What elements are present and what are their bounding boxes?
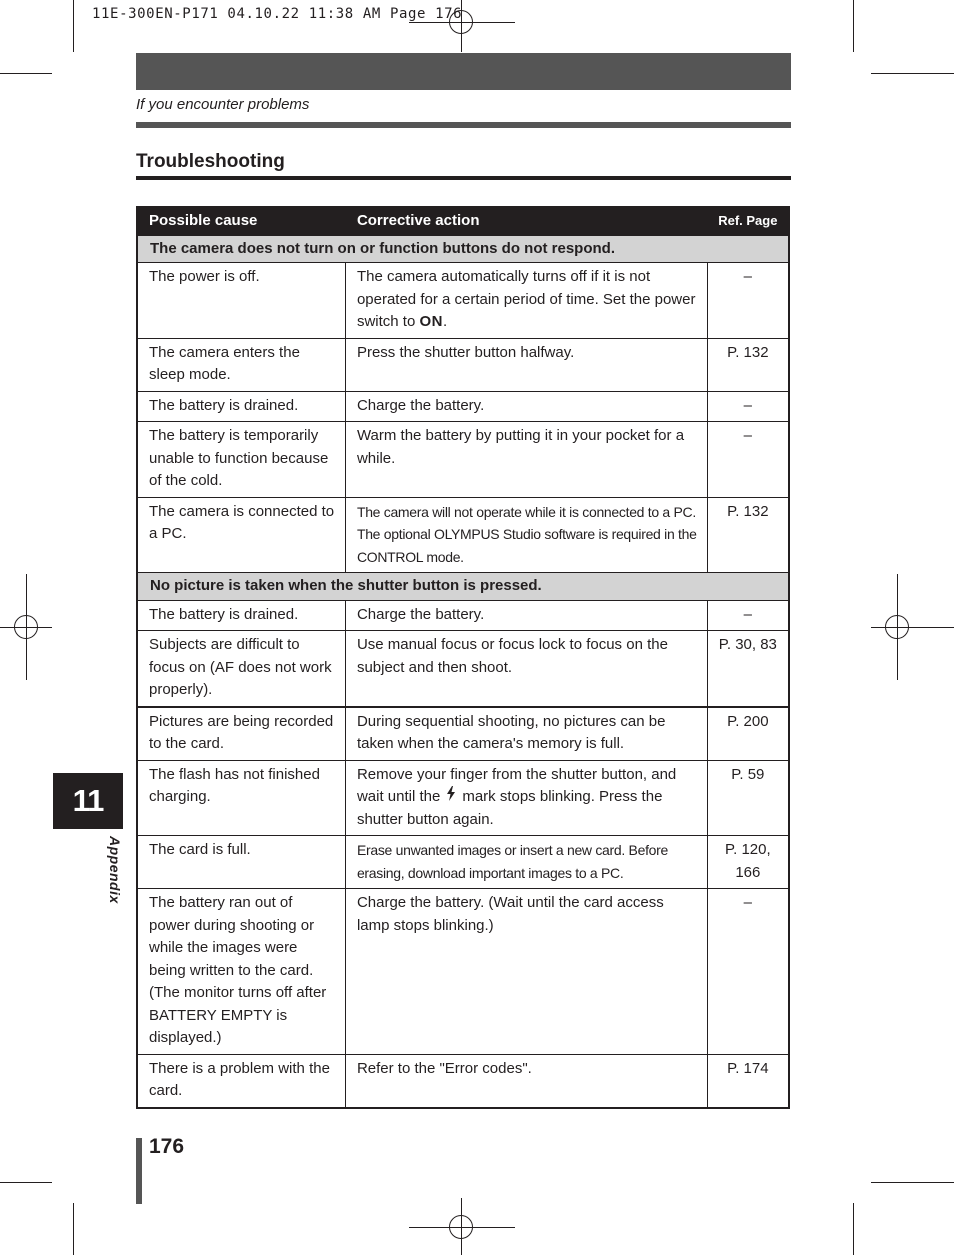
action-cell: During sequential shooting, no pictures can be taken when the camera's memory is full. (345, 707, 707, 761)
crop-mark (0, 1182, 52, 1183)
table-row (137, 263, 789, 339)
table-row (137, 760, 789, 836)
chapter-tab (53, 773, 123, 829)
action-cell: Charge the battery. (345, 600, 707, 631)
ref-cell: P. 132 (707, 338, 789, 391)
action-cell: Refer to the "Error codes". (345, 1054, 707, 1108)
ref-cell: – (707, 422, 789, 498)
ref-cell: P. 200 (707, 707, 789, 761)
action-cell: Use manual focus or focus lock to focus on the subject and then shoot. (345, 631, 707, 707)
registration-mark (871, 627, 954, 628)
action-cell: Warm the battery by putting it in your pocket for a while. (345, 422, 707, 498)
table-row (137, 1054, 789, 1108)
cause-cell: The card is full. (137, 836, 345, 889)
ref-cell: – (707, 600, 789, 631)
cause-cell: The battery is temporarily unable to function because of the cold. (137, 422, 345, 498)
crop-mark (73, 1203, 74, 1255)
action-cell: Press the shutter button halfway. (345, 338, 707, 391)
header-bar (136, 53, 791, 90)
table-row (137, 836, 789, 889)
table-row (137, 889, 789, 1055)
cause-cell: The battery ran out of power during shooting or while the images were being written to the card. (The monitor turns off after BATTERY EMPTY is displayed.) (137, 889, 345, 1055)
action-text: Remove your finger from the shutter button, and wait until the (356, 765, 677, 805)
flash-icon (446, 786, 456, 809)
action-cell: Charge the battery. (Wait until the card access lamp stops blinking.) (345, 889, 707, 1055)
ref-cell: P. 120, 166 (707, 836, 789, 889)
cause-cell: The battery is drained. (137, 391, 345, 422)
ref-cell: P. 59 (707, 760, 789, 836)
cause-cell: The camera is connected to a PC. (137, 497, 345, 573)
action-cell: Erase unwanted images or insert a new card. Before erasing, download important images to a PC. (345, 836, 707, 889)
page-number-bar (136, 1138, 142, 1204)
crop-mark (0, 73, 52, 74)
crop-mark (853, 1203, 854, 1255)
table-header-row (137, 207, 789, 235)
action-text: The camera automatically turns off if it is not operated for a certain period of time. Set the power switch to (356, 268, 696, 330)
crop-mark (871, 73, 954, 74)
cause-cell: Subjects are difficult to focus on (AF does not work properly). (137, 631, 345, 707)
page-title: Troubleshooting (136, 151, 285, 172)
action-cell: The camera will not operate while it is connected to a PC. The optional OLYMPUS Studio software is required in the CONTROL mode. (345, 497, 707, 573)
action-end: . (442, 313, 448, 330)
page-number: 176 (149, 1135, 185, 1158)
chapter-label: Appendix (107, 836, 123, 904)
cause-cell: The power is off. (137, 263, 345, 339)
group-heading-row (137, 573, 789, 601)
table-row (137, 497, 789, 573)
header-rule (136, 122, 791, 128)
cause-cell: The camera enters the sleep mode. (137, 338, 345, 391)
ref-cell: – (707, 263, 789, 339)
registration-circle (449, 1215, 473, 1239)
ref-cell: P. 132 (707, 497, 789, 573)
ref-cell: P. 30, 83 (707, 631, 789, 707)
table-row (137, 707, 789, 761)
action-text: mark stops blinking. Press the shutter button again. (356, 788, 663, 828)
registration-circle (885, 615, 909, 639)
cause-cell: The flash has not finished charging. (137, 760, 345, 836)
table-row (137, 391, 789, 422)
group-heading: The camera does not turn on or function buttons do not respond. (137, 235, 789, 263)
action-cell (345, 263, 707, 339)
cause-cell: There is a problem with the card. (137, 1054, 345, 1108)
action-cell: Charge the battery. (345, 391, 707, 422)
header-ref-page: Ref. Page (707, 207, 789, 235)
group-heading-row (137, 235, 789, 263)
chapter-number: 11 (72, 783, 104, 818)
power-on-mark: ON (419, 313, 443, 330)
registration-circle (14, 615, 38, 639)
table-row (137, 338, 789, 391)
ref-cell: – (707, 391, 789, 422)
table-row (137, 422, 789, 498)
table-row (137, 600, 789, 631)
cause-cell: The battery is drained. (137, 600, 345, 631)
print-slug: 11E-300EN-P171 04.10.22 11:38 AM Page 176 (92, 6, 463, 22)
header-corrective-action: Corrective action (345, 207, 707, 235)
crop-mark (853, 0, 854, 52)
chapter-label-wrap (104, 836, 124, 926)
ref-cell: P. 174 (707, 1054, 789, 1108)
ref-cell: – (707, 889, 789, 1055)
crop-mark (871, 1182, 954, 1183)
crop-mark (73, 0, 74, 52)
section-label: If you encounter problems (136, 96, 310, 113)
table-row (137, 631, 789, 707)
troubleshooting-table (136, 206, 790, 1109)
header-possible-cause: Possible cause (137, 207, 345, 235)
group-heading: No picture is taken when the shutter button is pressed. (137, 573, 789, 601)
title-rule (136, 176, 791, 180)
cause-cell: Pictures are being recorded to the card. (137, 707, 345, 761)
action-cell (345, 760, 707, 836)
